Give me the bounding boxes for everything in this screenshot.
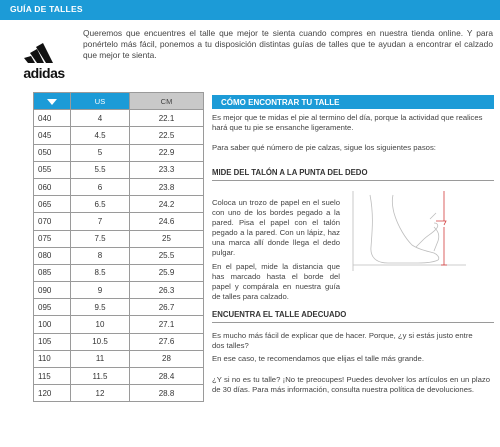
size-row	[34, 213, 204, 230]
size-code-cell: 095	[34, 299, 71, 316]
how-to-header-bar	[212, 95, 494, 109]
size-code-cell: 060	[34, 178, 71, 195]
size-row	[34, 368, 204, 385]
size-row	[34, 264, 204, 281]
us-size-cell: 5.5	[71, 161, 130, 178]
size-row	[34, 299, 204, 316]
sort-down-icon	[47, 99, 57, 105]
us-size-cell: 6.5	[71, 196, 130, 213]
cm-size-cell: 22.5	[130, 127, 204, 144]
us-size-cell: 7	[71, 213, 130, 230]
size-code-cell: 070	[34, 213, 71, 230]
us-size-cell: 8	[71, 247, 130, 264]
cm-size-cell: 22.1	[130, 110, 204, 127]
cm-size-cell: 28	[130, 350, 204, 367]
size-row	[34, 247, 204, 264]
us-size-cell: 11	[71, 350, 130, 367]
size-code-cell: 080	[34, 247, 71, 264]
cm-size-cell: 23.8	[130, 178, 204, 195]
cm-size-cell: 26.7	[130, 299, 204, 316]
fit-text-2: En ese caso, te recomendamos que elijas el talle más grande.	[212, 354, 424, 363]
section-heading-measure: MIDE DEL TALÓN A LA PUNTA DEL DEDO	[212, 168, 368, 177]
us-size-cell: 5	[71, 144, 130, 161]
size-code-cell: 085	[34, 264, 71, 281]
intro-text: Queremos que encuentres el talle que mejor te sienta cuando compres en nuestra tienda online. Y para ponértelo más fácil, ponemos a tu disposición distintas guías de talles que te ayudan a encontrar el calzado que mejor te sienta.	[83, 28, 493, 60]
page-title: GUÍA DE TALLES	[10, 4, 83, 14]
size-table-header	[34, 93, 204, 110]
intro-measure-text: Es mejor que te midas el pie al termino del día, porque la actividad que realices hará que tu pie se ensanche ligeramente.	[212, 113, 483, 132]
size-code-cell: 105	[34, 333, 71, 350]
us-size-cell: 11.5	[71, 368, 130, 385]
cm-column-header: CM	[130, 93, 204, 110]
cm-size-cell: 24.2	[130, 196, 204, 213]
cm-size-cell: 25.9	[130, 264, 204, 281]
size-code-cell: 045	[34, 127, 71, 144]
us-size-cell: 6	[71, 178, 130, 195]
section-heading-fit: ENCUENTRA EL TALLE ADECUADO	[212, 310, 347, 319]
size-code-cell: 115	[34, 368, 71, 385]
sort-header[interactable]	[34, 93, 71, 110]
size-row	[34, 110, 204, 127]
step-measure-text: En el papel, mide la distancia que has marcado hasta el borde del papel y compárala en nuestra guía de talles para calzado.	[212, 262, 340, 301]
size-row	[34, 178, 204, 195]
size-code-cell: 055	[34, 161, 71, 178]
size-row	[34, 385, 204, 402]
section-divider	[212, 180, 494, 181]
returns-text: ¿Y si no es tu talle? ¡No te preocupes! Puedes devolver los artículos en un plazo de 30 días. Para más información, consulta nuestra política de devoluciones.	[212, 375, 490, 394]
us-size-cell: 10	[71, 316, 130, 333]
size-row	[34, 350, 204, 367]
us-size-cell: 12	[71, 385, 130, 402]
cm-size-cell: 27.1	[130, 316, 204, 333]
step-paper-text: Coloca un trozo de papel en el suelo con uno de los bordes pegado a la pared. Pisa el papel con el talón pegado a la pared. Con un lápiz, haz una marca allí donde llega el dedo pulgar.	[212, 198, 340, 257]
size-code-cell: 090	[34, 282, 71, 299]
adidas-logo	[14, 36, 74, 86]
cm-size-cell: 28.8	[130, 385, 204, 402]
size-row	[34, 282, 204, 299]
foot-measure-illustration	[348, 191, 468, 279]
size-row	[34, 230, 204, 247]
size-code-cell: 110	[34, 350, 71, 367]
logo-wordmark: adidas	[23, 65, 65, 81]
cm-size-cell: 28.4	[130, 368, 204, 385]
us-column-header: US	[71, 93, 130, 110]
fit-text-1: Es mucho más fácil de explicar que de hacer. Porque, ¿y si estás justo entre dos talles?	[212, 331, 473, 350]
size-row	[34, 127, 204, 144]
cm-size-cell: 23.3	[130, 161, 204, 178]
steps-intro-text: Para saber qué número de pie calzas, sigue los siguientes pasos:	[212, 143, 436, 152]
size-code-cell: 040	[34, 110, 71, 127]
us-size-cell: 7.5	[71, 230, 130, 247]
header-bar	[0, 0, 500, 20]
cm-size-cell: 27.6	[130, 333, 204, 350]
how-to-title: CÓMO ENCONTRAR TU TALLE	[221, 98, 340, 107]
size-code-cell: 120	[34, 385, 71, 402]
size-code-cell: 050	[34, 144, 71, 161]
size-row	[34, 316, 204, 333]
us-size-cell: 4	[71, 110, 130, 127]
cm-size-cell: 22.9	[130, 144, 204, 161]
size-row	[34, 196, 204, 213]
cm-size-cell: 25	[130, 230, 204, 247]
us-size-cell: 4.5	[71, 127, 130, 144]
cm-size-cell: 24.6	[130, 213, 204, 230]
cm-size-cell: 25.5	[130, 247, 204, 264]
size-row	[34, 161, 204, 178]
size-code-cell: 100	[34, 316, 71, 333]
size-row	[34, 333, 204, 350]
us-size-cell: 9	[71, 282, 130, 299]
us-size-cell: 10.5	[71, 333, 130, 350]
cm-size-cell: 26.3	[130, 282, 204, 299]
section-divider	[212, 322, 494, 323]
adidas-stripes-icon	[14, 36, 74, 66]
size-row	[34, 144, 204, 161]
size-code-cell: 065	[34, 196, 71, 213]
size-table	[33, 92, 204, 402]
size-code-cell: 075	[34, 230, 71, 247]
us-size-cell: 9.5	[71, 299, 130, 316]
us-size-cell: 8.5	[71, 264, 130, 281]
